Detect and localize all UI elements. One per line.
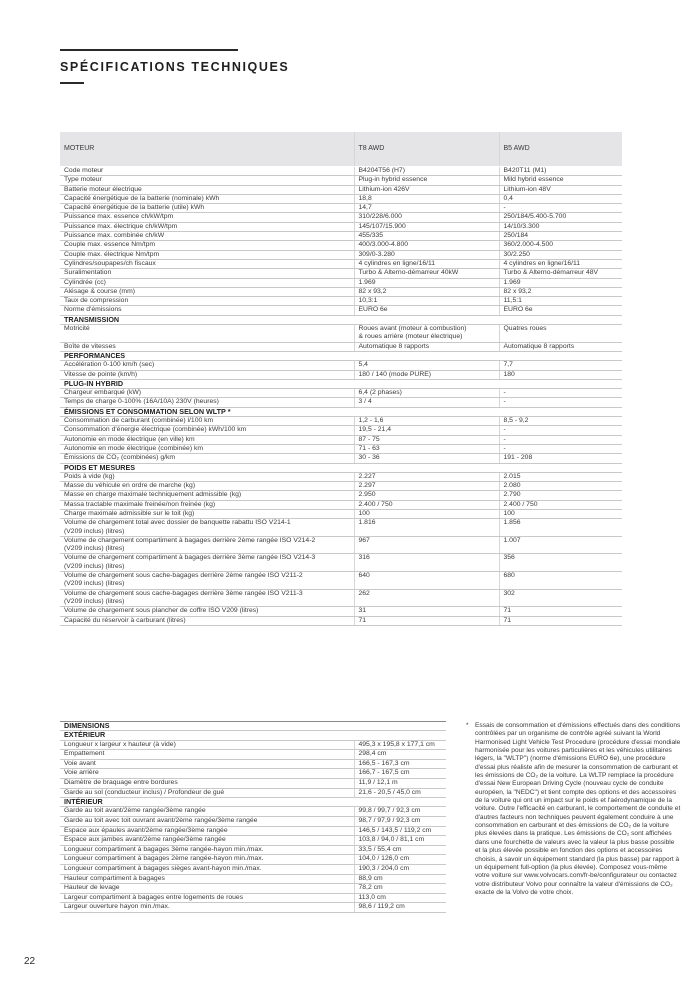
t8-value: 10,3:1 [354,297,499,306]
b5-value: 14/10/3.300 [499,222,622,231]
spec-label: Boîte de vitesses [60,342,354,351]
group-title: INTÉRIEUR [60,798,446,807]
spec-row [60,572,622,590]
spec-label: Puissance max. combinée ch/kW [60,232,354,241]
t8-value: EURO 6e [354,306,499,315]
spec-row [60,536,622,554]
spec-row [60,287,622,296]
dimension-label: Largeur compartiment à bagages entre logements de roues [60,893,354,903]
dimension-label: Hauteur de levage [60,884,354,894]
t8-value: 1.816 [354,519,499,537]
t8-value: 640 [354,572,499,590]
footnote-star: * [466,722,469,729]
b5-value: 100 [499,509,622,518]
spec-row [60,259,622,268]
spec-row [60,167,622,176]
b5-value: 191 - 208 [499,454,622,463]
spec-label: Temps de charge 0-100% (16A/10A) 230V (heures) [60,398,354,407]
t8-value: 145/107/15.900 [354,222,499,231]
b5-value: 1.969 [499,278,622,287]
dimension-value: 98,6 / 119,2 cm [354,903,446,913]
b5-value: 2.400 / 750 [499,500,622,509]
dimensions-title: DIMENSIONS [60,722,446,731]
t8-value: 316 [354,554,499,572]
b5-value: 2.015 [499,472,622,481]
dimension-row [60,807,446,817]
spec-label: Cylindres/soupapes/ch fiscaux [60,259,354,268]
spec-row [60,491,622,500]
spec-section-header [60,351,622,360]
spec-label: Chargeur embarqué (kW) [60,389,354,398]
page-title: SPÉCIFICATIONS TECHNIQUES [60,60,290,74]
page-number: 22 [24,956,36,967]
t8-value: Plug-in hybrid essence [354,176,499,185]
t8-value: 309/0-3.280 [354,250,499,259]
t8-value: 82 x 93,2 [354,287,499,296]
dimension-label: Longueur compartiment à bagages 2ème rangée-hayon min./max. [60,855,354,865]
dimension-row [60,769,446,779]
spec-label: Masse en charge maximale techniquement admissible (kg) [60,491,354,500]
spec-row [60,444,622,453]
t8-value: 30 - 36 [354,454,499,463]
spec-row [60,435,622,444]
t8-value: 2.400 / 750 [354,500,499,509]
dimension-row [60,817,446,827]
engine-spec-table [60,132,622,626]
spec-label: Suralimentation [60,269,354,278]
spec-label: Code moteur [60,167,354,176]
spec-row [60,398,622,407]
spec-label: Volume de chargement sous cache-bagages derrière 2ème rangée ISO V211-2 (V209 inclus) (litres) [60,572,354,590]
spec-section-header [60,407,622,416]
dimension-row [60,855,446,865]
b5-value: 11,5:1 [499,297,622,306]
b5-value: 356 [499,554,622,572]
dimension-value: 298,4 cm [354,750,446,760]
t8-value: 2.297 [354,482,499,491]
dimension-label: Longueur compartiment à bagages 3ème rangée-hayon min./max. [60,845,354,855]
spec-label: Norme d'émissions [60,306,354,315]
section-title: PLUG-IN HYBRID [60,379,622,388]
dimension-row [60,845,446,855]
spec-row [60,500,622,509]
spec-label: Volume de chargement compartiment à bagages derrière 2ème rangée ISO V214-2 (V209 inclus) (litres) [60,536,354,554]
dimension-value: 146,5 / 143,5 / 119,2 cm [354,826,446,836]
t8-value: 71 [354,616,499,625]
dimension-value: 166,5 - 167,3 cm [354,759,446,769]
spec-label: Volume de chargement sous plancher de coffre ISO V209 (litres) [60,607,354,616]
spec-row [60,589,622,607]
section-title: PERFORMANCES [60,351,622,360]
dimension-row [60,865,446,875]
dimension-value: 495,3 x 195,8 x 177,1 cm [354,740,446,750]
t8-value: 71 - 63 [354,444,499,453]
dimension-group-header [60,731,446,740]
b5-value: - [499,389,622,398]
dimension-value: 98,7 / 97,9 / 92,3 cm [354,817,446,827]
spec-label: Couple max. électrique Nm/tpm [60,250,354,259]
t8-value: 18,8 [354,194,499,203]
spec-label: Batterie moteur électrique [60,185,354,194]
dimension-value: 166,7 - 167,5 cm [354,769,446,779]
spec-label: Capacité du réservoir à carburant (litres) [60,616,354,625]
dimension-value: 88,9 cm [354,874,446,884]
spec-label: Volume de chargement compartiment à bagages derrière 3ème rangée ISO V214-3 (V209 inclus) (litres) [60,554,354,572]
spec-label: Consommation de carburant (combinée) l/100 km [60,417,354,426]
dimension-row [60,874,446,884]
b5-value: 302 [499,589,622,607]
spec-row [60,482,622,491]
b5-value: EURO 6e [499,306,622,315]
spec-row [60,250,622,259]
spec-row [60,389,622,398]
b5-col-header: B5 AWD [499,132,622,167]
dimension-label: Garde au toit avec toit ouvrant avant/2ème rangée/3ème rangée [60,817,354,827]
dimension-label: Voie arrière [60,769,354,779]
b5-value: 1.007 [499,536,622,554]
engine-col-header: MOTEUR [60,132,354,167]
spec-row [60,519,622,537]
b5-value: 680 [499,572,622,590]
wltp-footnote [466,722,681,897]
spec-row [60,342,622,351]
spec-label: Type moteur [60,176,354,185]
spec-label: Couple max. essence Nm/tpm [60,241,354,250]
spec-label: Puissance max. électrique ch/kW/tpm [60,222,354,231]
b5-value: 30/2.250 [499,250,622,259]
footnote-text: Essais de consommation et d'émissions effectués dans des conditions contrôlées par un organisme de contrôle agréé suivant la World Harmonised Light Vehicle Test Procedure (procédure d'essai mondiale harmonisée pour les voitures particulières et les véhicules utilitaires légers, la "WLTP") (norme d'émissions EURO 6e), une procédure d'essai plus réaliste afin de mesurer la consommation de carburant et les émissions de CO₂ de la voiture. La WLTP remplace la procédure d'essai New European Driving Cycle (nouveau cycle de conduite européen, la "NEDC") et tient compte des options et des accessoires de la voiture qui ont un impact sur le poids et l'aérodynamique de la voiture. Outre l'efficacité en carburant, le comportement de conduite et d'autres facteurs non techniques peuvent également conduire à une consommation en carburant et des émissions de CO₂ de la voiture plus élevées dans la pratique. Les émissions de CO₂ sont affichées dans une fourchette de valeurs avec la valeur la plus basse possible et la plus élevée possible en fonction des options et accessoires choisis, à savoir un équipement standard (la plus basse) par rapport à un équipement full-option (la plus élevée). Composez vous-même votre voiture sur www.volvocars.com/fr-be/configurateur ou contactez votre distributeur Volvo pour connaître la valeur d'émissions de CO₂ exacte de la Volvo de votre choix. [475,722,681,896]
spec-label: Vitesse de pointe (km/h) [60,370,354,379]
dimension-label: Diamètre de braquage entre bordures [60,778,354,788]
spec-label: Volume de chargement sous cache-bagages derrière 3ème rangée ISO V211-3 (V209 inclus) (litres) [60,589,354,607]
b5-value: 180 [499,370,622,379]
t8-value: B4204T56 (H7) [354,167,499,176]
t8-value: 400/3.000-4.800 [354,241,499,250]
spec-row [60,232,622,241]
t8-value: 1.969 [354,278,499,287]
spec-label: Massa tractable maximale freinée/non freinée (kg) [60,500,354,509]
b5-value: - [499,444,622,453]
spec-row [60,222,622,231]
b5-value: Turbo & Alterno-démarreur 48V [499,269,622,278]
spec-row [60,361,622,370]
spec-row [60,306,622,315]
top-rule [60,49,238,51]
spec-row [60,509,622,518]
b5-value: 4 cylindres en ligne/16/11 [499,259,622,268]
t8-value: 2.227 [354,472,499,481]
spec-row [60,554,622,572]
spec-row [60,607,622,616]
spec-row [60,454,622,463]
t8-value: 2.950 [354,491,499,500]
dimensions-title-row [60,722,446,731]
t8-value: 87 - 75 [354,435,499,444]
section-title: ÉMISSIONS ET CONSOMMATION SELON WLTP * [60,407,622,416]
spec-row [60,194,622,203]
spec-label: Charge maximale admissible sur le toit (kg) [60,509,354,518]
spec-row [60,325,622,343]
t8-value: 310/228/6.000 [354,213,499,222]
b5-value: 2.080 [499,482,622,491]
dimension-row [60,778,446,788]
t8-value: 180 / 140 (mode PURE) [354,370,499,379]
spec-row [60,616,622,625]
b5-value: 71 [499,616,622,625]
t8-value: 3 / 4 [354,398,499,407]
t8-value: Automatique 8 rapports [354,342,499,351]
spec-label: Masse du véhicule en ordre de marche (kg) [60,482,354,491]
dimension-label: Garde au sol (conducteur inclus) / Profondeur de gué [60,788,354,798]
t8-value: 19,5 - 21,4 [354,426,499,435]
b5-value: 250/184 [499,232,622,241]
dimension-value: 21,6 - 20,5 / 45,0 cm [354,788,446,798]
b5-value: 8,5 - 9,2 [499,417,622,426]
b5-value: 250/184/5.400-5.700 [499,213,622,222]
dimension-label: Garde au toit avant/2ème rangée/3ème rangée [60,807,354,817]
b5-value: Automatique 8 rapports [499,342,622,351]
t8-value: 455/335 [354,232,499,241]
section-title: POIDS ET MESURES [60,463,622,472]
spec-label: Cylindrée (cc) [60,278,354,287]
spec-section-header [60,379,622,388]
dimension-value: 113,0 cm [354,893,446,903]
dimension-value: 11,9 / 12,1 m [354,778,446,788]
dimension-value: 104,0 / 126,0 cm [354,855,446,865]
b5-value: Quatres roues [499,325,622,343]
dimension-row [60,884,446,894]
spec-label: Capacité énergétique de la batterie (utile) kWh [60,204,354,213]
t8-col-header: T8 AWD [354,132,499,167]
dimension-label: Hauteur compartiment à bagages [60,874,354,884]
spec-row [60,176,622,185]
b5-value: B420T11 (M1) [499,167,622,176]
dimension-row [60,836,446,846]
t8-value: 31 [354,607,499,616]
t8-value: 5,4 [354,361,499,370]
dimension-value: 190,3 / 204,0 cm [354,865,446,875]
b5-value: 2.790 [499,491,622,500]
dimension-value: 33,5 / 55,4 cm [354,845,446,855]
spec-label: Motricité [60,325,354,343]
spec-label: Alésage & course (mm) [60,287,354,296]
b5-value: 82 x 93,2 [499,287,622,296]
b5-value: 360/2.000-4.500 [499,241,622,250]
spec-label: Accélération 0-100 km/h (sec) [60,361,354,370]
dimension-row [60,788,446,798]
t8-value: 967 [354,536,499,554]
dimension-label: Largeur ouverture hayon min./max. [60,903,354,913]
b5-value: - [499,435,622,444]
title-underline [60,82,84,84]
dimension-value: 99,8 / 99,7 / 92,3 cm [354,807,446,817]
spec-label: Émissions de CO₂ (combinées) g/km [60,454,354,463]
spec-label: Autonomie en mode électrique (en ville) km [60,435,354,444]
t8-value: 100 [354,509,499,518]
b5-value: Lithium-ion 48V [499,185,622,194]
dimension-row [60,750,446,760]
section-title: TRANSMISSION [60,315,622,324]
b5-value: 7,7 [499,361,622,370]
spec-label: Capacité énergétique de la batterie (nominale) kWh [60,194,354,203]
t8-value: 14,7 [354,204,499,213]
spec-header-row [60,132,622,167]
dimensions-table [60,721,446,913]
dimension-label: Espace aux épaules avant/2ème rangée/3ème rangée [60,826,354,836]
spec-label: Poids à vide (kg) [60,472,354,481]
t8-value: Roues avant (moteur à combustion) & roues arrière (moteur électrique) [354,325,499,343]
spec-row [60,241,622,250]
dimension-row [60,826,446,836]
dimension-row [60,893,446,903]
spec-row [60,472,622,481]
dimension-label: Longueur compartiment à bagages sièges avant-hayon min./max. [60,865,354,875]
spec-row [60,185,622,194]
spec-row [60,417,622,426]
spec-row [60,269,622,278]
spec-row [60,426,622,435]
spec-section-header [60,315,622,324]
dimension-row [60,903,446,913]
dimension-group-header [60,798,446,807]
t8-value: 262 [354,589,499,607]
b5-value: - [499,426,622,435]
spec-label: Autonomie en mode électrique (combinée) km [60,444,354,453]
spec-row [60,204,622,213]
spec-label: Volume de chargement total avec dossier de banquette rabattu ISO V214-1 (V209 inclus) (litres) [60,519,354,537]
group-title: EXTÉRIEUR [60,731,446,740]
spec-label: Puissance max. essence ch/kW/tpm [60,213,354,222]
dimension-label: Voie avant [60,759,354,769]
spec-label: Taux de compression [60,297,354,306]
dimension-value: 78,2 cm [354,884,446,894]
b5-value: 1.856 [499,519,622,537]
b5-value: - [499,398,622,407]
t8-value: 1,2 - 1,6 [354,417,499,426]
spec-row [60,370,622,379]
t8-value: 4 cylindres en ligne/16/11 [354,259,499,268]
t8-value: 6,4 (2 phases) [354,389,499,398]
spec-row [60,297,622,306]
t8-value: Turbo & Alterno-démarreur 40kW [354,269,499,278]
spec-label: Consommation d'énergie électrique (combinée) kWh/100 km [60,426,354,435]
spec-row [60,278,622,287]
dimension-label: Empattement [60,750,354,760]
dimension-label: Longueur x largeur x hauteur (à vide) [60,740,354,750]
spec-section-header [60,463,622,472]
dimension-row [60,759,446,769]
b5-value: - [499,204,622,213]
b5-value: 71 [499,607,622,616]
b5-value: 0,4 [499,194,622,203]
spec-row [60,213,622,222]
dimension-value: 103,8 / 94,0 / 81,1 cm [354,836,446,846]
dimension-label: Espace aux jambes avant/2ème rangée/3ème rangée [60,836,354,846]
dimension-row [60,740,446,750]
t8-value: Lithium-ion 426V [354,185,499,194]
b5-value: Mild hybrid essence [499,176,622,185]
